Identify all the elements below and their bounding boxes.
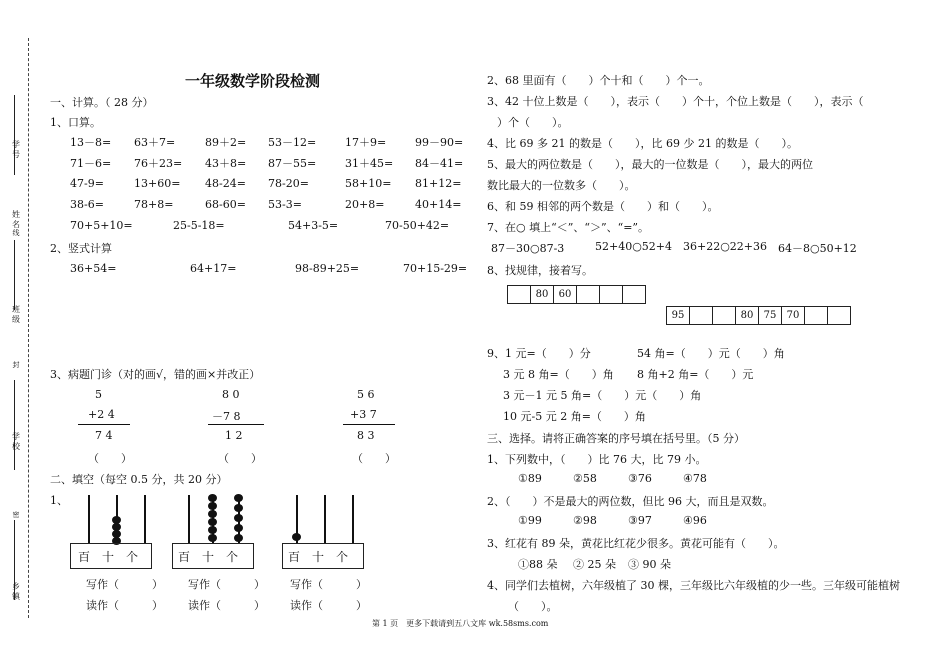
fill-q2: 2、68 里面有（ ）个十和（ ）个一。 (487, 74, 710, 87)
oral-item: 25-5-18= (173, 219, 225, 232)
xuexiao-label: 学校 (12, 432, 20, 451)
compare-item: 64－8○50+12 (778, 242, 857, 255)
oral-item: 76＋23= (134, 157, 183, 170)
abacus-bead (208, 502, 217, 510)
diag-rule (208, 424, 264, 425)
seq-cell[interactable] (805, 307, 828, 325)
choice-option: ①89 (518, 472, 542, 485)
abacus-bead (208, 534, 217, 542)
choice-option: ②98 (573, 514, 597, 527)
seq-cell: 80 (736, 307, 759, 325)
oral-item: 53－12= (268, 136, 317, 149)
oral-item: 89＋2= (205, 136, 247, 149)
choice-q1: 1、下列数中，（ ）比 76 大，比 79 小。 (487, 453, 707, 466)
compare-item: 52+40○52+4 (595, 240, 673, 253)
choice-q3: 3、红花有 89 朵，黄花比红花少很多。黄花可能有（ ）。 (487, 537, 785, 550)
choice-option: ④96 (683, 514, 707, 527)
choice-option: ①99 (518, 514, 542, 527)
abacus-bead (234, 534, 243, 542)
oral-item: 48-24= (205, 177, 246, 190)
diag-top: 5 6 (357, 388, 375, 401)
seq-cell[interactable] (713, 307, 736, 325)
money-item: 54 角=（ ）元（ ）角 (637, 347, 785, 360)
banji-underline (14, 240, 15, 310)
diag-answer: （ ） (88, 452, 132, 465)
diag-result: 7 4 (95, 429, 113, 442)
place-value-box (172, 543, 254, 569)
money-item: 3 元 8 角=（ ）角 (503, 368, 614, 381)
abacus-bead (234, 514, 243, 522)
diag-operand: －7 8 (212, 410, 241, 423)
seal-mark-feng: 封 (12, 361, 20, 369)
fill-q1-label: 1、 (50, 494, 68, 507)
oral-item: 38-6= (70, 198, 104, 211)
diag-operand: +2 4 (88, 408, 115, 421)
abacus-bead (234, 504, 243, 512)
xuehao-label: 学号 (12, 140, 20, 159)
seq-cell[interactable] (508, 286, 531, 304)
choice-option: ② 25 朵 (573, 558, 616, 571)
place-value-box (282, 543, 364, 569)
place-value-label: 百 十 个 (78, 550, 139, 564)
read-blank: 读作（ ） (86, 599, 163, 612)
place-value-box (70, 543, 152, 569)
abacus-bead (208, 518, 217, 526)
oral-item: 17＋9= (345, 136, 387, 149)
diag-rule (343, 424, 395, 425)
seq-cell: 95 (667, 307, 690, 325)
oral-item: 43＋8= (205, 157, 247, 170)
read-blank: 读作（ ） (290, 599, 367, 612)
choice-q4-cont: （ ）。 (508, 600, 558, 613)
fill-q7: 7、在○ 填上“＜”、“＞”、“=”。 (487, 221, 650, 234)
place-value-label: 百 十 个 (178, 550, 239, 564)
oral-item: 84－41= (415, 157, 464, 170)
xiangzhen-label: 乡镇 (12, 582, 20, 601)
vertical-item: 64+17= (190, 262, 237, 275)
diag-answer: （ ） (218, 452, 262, 465)
oral-item: 87－55= (268, 157, 317, 170)
choice-option: ③76 (628, 472, 652, 485)
choice-option: ③97 (628, 514, 652, 527)
money-item: 8 角+2 角=（ ）元 (637, 368, 754, 381)
place-value-label: 百 十 个 (288, 550, 349, 564)
section2-heading: 二、填空（每空 0.5 分，共 20 分） (50, 473, 228, 486)
oral-item: 54+3-5= (288, 219, 339, 232)
oral-item: 53-3= (268, 198, 302, 211)
oral-item: 78+8= (134, 198, 174, 211)
binding-dashed-line (28, 38, 29, 618)
banji-label: 班级 (12, 305, 20, 324)
diag-result: 1 2 (225, 429, 243, 442)
oral-item: 40+14= (415, 198, 462, 211)
seal-mark-mi: 密 (12, 511, 20, 519)
oral-item: 68-60= (205, 198, 246, 211)
fill-q5: 5、最大的两位数是（ ），最大的一位数是（ ），最大的两位 (487, 158, 813, 171)
page-footer: 第 1 页 更多下载请到五八文库 wk.58sms.com (372, 619, 549, 628)
abacus-bead (234, 494, 243, 502)
oral-item: 47-9= (70, 177, 104, 190)
seq-cell: 75 (759, 307, 782, 325)
oral-calc-heading: 1、口算。 (50, 116, 101, 129)
oral-item: 70-50+42= (385, 219, 450, 232)
diag-top: 8 0 (222, 388, 240, 401)
abacus-bead (292, 533, 301, 541)
diagnosis-heading: 3、病题门诊（对的画√，错的画×并改正） (50, 368, 261, 381)
pattern-sequence-1 (507, 285, 646, 304)
choice-q2: 2、（ ）不是最大的两位数，但比 96 大，而且是双数。 (487, 495, 774, 508)
choice-option: ②58 (573, 472, 597, 485)
vertical-item: 70+15-29= (403, 262, 468, 275)
money-item: 3 元－1 元 5 角=（ ）元（ ）角 (503, 389, 702, 402)
abacus-bead (208, 510, 217, 518)
fill-q4: 4、比 69 多 21 的数是（ ），比 69 少 21 的数是（ ）。 (487, 137, 798, 150)
diag-rule (78, 424, 130, 425)
page-title: 一年级数学阶段检测 (185, 72, 321, 90)
diag-top: 5 (95, 388, 102, 401)
oral-item: 78-20= (268, 177, 309, 190)
write-blank: 写作（ ） (290, 578, 367, 591)
write-blank: 写作（ ） (188, 578, 265, 591)
write-blank: 写作（ ） (86, 578, 163, 591)
fill-q6: 6、和 59 相邻的两个数是（ ）和（ ）。 (487, 200, 719, 213)
compare-item: 87－30○87-3 (491, 242, 565, 255)
xuexiao-underline (14, 380, 15, 470)
abacus-rod (144, 495, 146, 543)
seq-cell[interactable] (623, 286, 646, 304)
seq-cell: 80 (531, 286, 554, 304)
seq-cell[interactable] (690, 307, 713, 325)
vertical-item: 36+54= (70, 262, 117, 275)
fill-q3-cont: ）个（ ）。 (497, 116, 569, 129)
abacus-bead (208, 494, 217, 502)
oral-item: 99－90= (415, 136, 464, 149)
choice-option: ④78 (683, 472, 707, 485)
compare-item: 36+22○22+36 (683, 240, 768, 253)
oral-item: 13+60= (134, 177, 181, 190)
section1-heading: 一、计算。（ 28 分） (50, 96, 154, 109)
vertical-calc-heading: 2、竖式计算 (50, 242, 112, 255)
oral-item: 81+12= (415, 177, 462, 190)
money-item: 10 元-5 元 2 角=（ ）角 (503, 410, 646, 423)
pattern-sequence-2 (666, 306, 851, 325)
seq-cell: 70 (782, 307, 805, 325)
oral-item: 31＋45= (345, 157, 394, 170)
fill-q3: 3、42 十位上数是（ ），表示（ ）个十，个位上数是（ ），表示（ (487, 95, 864, 108)
abacus-rod (188, 495, 190, 543)
abacus-rod (88, 495, 90, 543)
seq-cell[interactable] (577, 286, 600, 304)
oral-item: 63＋7= (134, 136, 176, 149)
oral-item: 13－8= (70, 136, 112, 149)
oral-item: 20+8= (345, 198, 385, 211)
abacus-rod (324, 495, 326, 543)
choice-option: ①88 朵 (518, 558, 558, 571)
fill-q5-cont: 数比最大的一位数多（ ）。 (487, 179, 636, 192)
diag-result: 8 3 (357, 429, 375, 442)
abacus-bead (234, 524, 243, 532)
xuehao-underline (14, 95, 15, 175)
oral-item: 70+5+10= (70, 219, 133, 232)
abacus-rod (352, 495, 354, 543)
money-item: 9、1 元=（ ）分 (487, 347, 591, 360)
choice-q4: 4、同学们去植树，六年级植了 30 棵，三年级比六年级植的少一些。三年级可能植树 (487, 579, 900, 592)
xingming-label: 姓名 (12, 210, 20, 229)
choice-option: ③ 90 朵 (628, 558, 671, 571)
abacus-bead (208, 526, 217, 534)
seq-cell[interactable] (600, 286, 623, 304)
read-blank: 读作（ ） (188, 599, 265, 612)
oral-item: 58+10= (345, 177, 392, 190)
oral-item: 71－6= (70, 157, 112, 170)
seq-cell[interactable] (828, 307, 851, 325)
vertical-item: 98-89+25= (295, 262, 360, 275)
section3-heading: 三、选择。请将正确答案的序号填在括号里。（5 分） (487, 432, 745, 445)
seal-mark-xian: 线 (12, 229, 20, 237)
seq-cell: 60 (554, 286, 577, 304)
pattern-heading: 8、找规律，接着写。 (487, 264, 593, 277)
diag-answer: （ ） (352, 452, 396, 465)
diag-operand: +3 7 (350, 408, 377, 421)
